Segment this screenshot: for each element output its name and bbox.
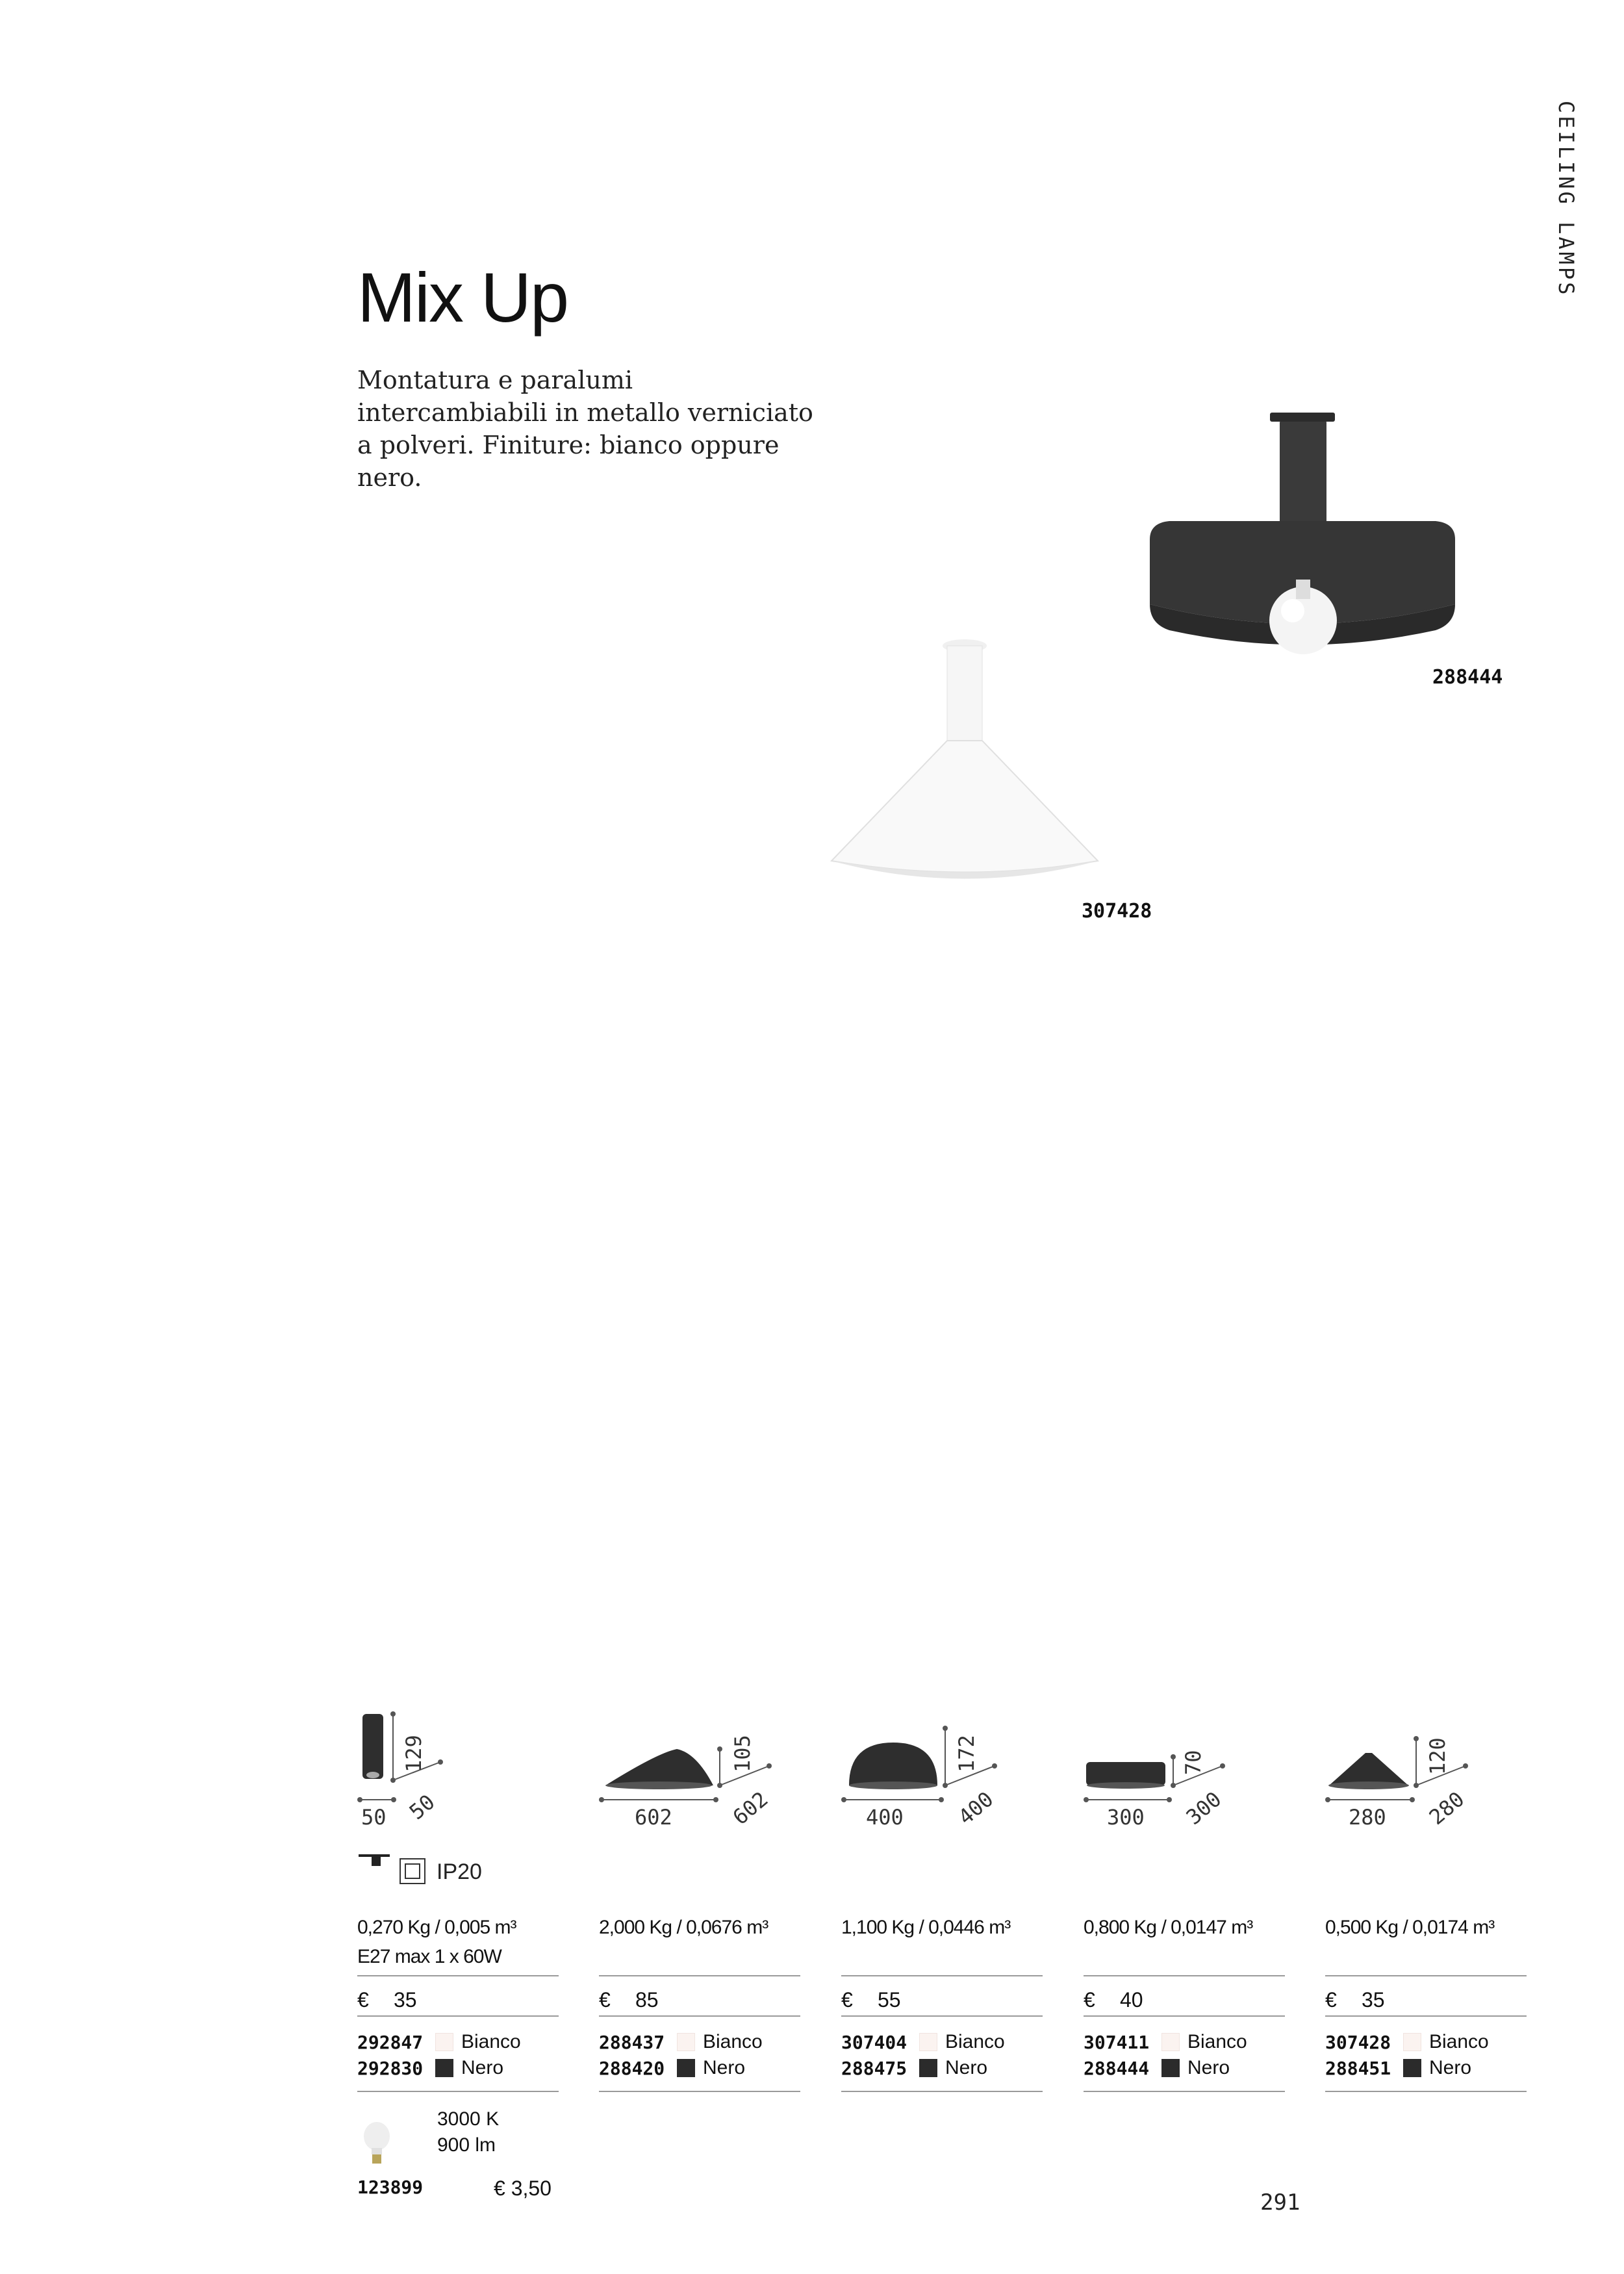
dim-depth: 400 (953, 1786, 998, 1830)
black-swatch-icon (1403, 2059, 1421, 2077)
variant-row: 288475 Nero (841, 2057, 988, 2079)
white-swatch-icon (677, 2033, 695, 2051)
bulb-code: 123899 (357, 2177, 424, 2198)
dim-depth: 280 (1424, 1786, 1469, 1830)
black-swatch-icon (1161, 2059, 1180, 2077)
image-code-label: 288444 (1432, 666, 1503, 689)
white-swatch-icon (1161, 2033, 1180, 2051)
product-description: Montatura e paralumi intercambiabili in metallo verniciato a polveri. Finiture: bianco oppure nero. (357, 366, 813, 492)
weight-volume: 2,000 Kg / 0,0676 m³ (599, 1917, 768, 1938)
dim-width: 50 (361, 1805, 387, 1830)
price: € 35 (1325, 1988, 1385, 2012)
dim-depth: 50 (404, 1789, 440, 1825)
weight-volume: 0,800 Kg / 0,0147 m³ (1084, 1917, 1253, 1938)
divider (1084, 2091, 1285, 2092)
socket-spec: E27 max 1 x 60W (357, 1946, 501, 1967)
dimension-diagram (357, 1702, 565, 1832)
divider (1084, 2015, 1285, 2017)
bulb-lumen: 900 lm (437, 2134, 496, 2156)
dimension-diagram (1325, 1702, 1533, 1832)
lamp-photo-white (825, 637, 1111, 897)
price: € 55 (841, 1988, 901, 2012)
white-swatch-icon (1403, 2033, 1421, 2051)
product-title: Mix Up (357, 258, 568, 337)
weight-volume: 0,270 Kg / 0,005 m³ (357, 1917, 516, 1938)
price: € 40 (1084, 1988, 1143, 2012)
dimension-diagram (599, 1702, 807, 1832)
divider (1325, 1975, 1527, 1976)
ip-rating: IP20 (437, 1859, 482, 1884)
price: € 35 (357, 1988, 417, 2012)
divider (841, 1975, 1043, 1976)
divider (1325, 2015, 1527, 2017)
weight-volume: 1,100 Kg / 0,0446 m³ (841, 1917, 1011, 1938)
dim-height: 70 (1181, 1750, 1206, 1775)
divider (599, 1975, 800, 1976)
dimension-diagram (841, 1702, 1049, 1832)
dim-depth: 602 (728, 1786, 773, 1830)
ceiling-mount-icon (359, 1852, 394, 1878)
variant-row: 307428 Bianco (1325, 2031, 1489, 2053)
variant-row: 288451 Nero (1325, 2057, 1472, 2079)
variant-row: 292830 Nero (357, 2057, 504, 2079)
bulb-color-temp: 3000 K (437, 2108, 500, 2130)
dim-height: 120 (1425, 1737, 1450, 1775)
dim-height: 105 (730, 1735, 755, 1772)
black-swatch-icon (677, 2059, 695, 2077)
white-swatch-icon (435, 2033, 453, 2051)
weight-volume: 0,500 Kg / 0,0174 m³ (1325, 1917, 1495, 1938)
dim-depth: 300 (1181, 1786, 1226, 1830)
bulb-price: € 3,50 (494, 2177, 552, 2200)
variant-row: 292847 Bianco (357, 2031, 521, 2053)
price: € 85 (599, 1988, 659, 2012)
double-insulation-icon (400, 1858, 425, 1884)
divider (357, 2015, 559, 2017)
page-number: 291 (1260, 2190, 1300, 2216)
dim-width: 400 (866, 1805, 904, 1830)
bulb-icon (361, 2119, 393, 2171)
divider (357, 1975, 559, 1976)
section-label: CEILING LAMPS (1554, 101, 1579, 298)
white-swatch-icon (919, 2033, 937, 2051)
black-swatch-icon (435, 2059, 453, 2077)
variant-row: 288444 Nero (1084, 2057, 1230, 2079)
black-swatch-icon (919, 2059, 937, 2077)
divider (841, 2091, 1043, 2092)
dim-width: 300 (1107, 1805, 1145, 1830)
variant-row: 288437 Bianco (599, 2031, 763, 2053)
variant-row: 307411 Bianco (1084, 2031, 1247, 2053)
variant-row: 307404 Bianco (841, 2031, 1005, 2053)
image-code-label: 307428 (1082, 900, 1152, 923)
divider (1084, 1975, 1285, 1976)
dim-height: 172 (954, 1735, 979, 1772)
divider (841, 2015, 1043, 2017)
lamp-photo-black (1130, 409, 1481, 682)
divider (1325, 2091, 1527, 2092)
divider (357, 2091, 559, 2092)
divider (599, 2091, 800, 2092)
dimension-diagram (1084, 1702, 1291, 1832)
dim-width: 280 (1349, 1805, 1386, 1830)
variant-row: 288420 Nero (599, 2057, 746, 2079)
dim-height: 129 (401, 1735, 426, 1772)
dim-width: 602 (635, 1805, 672, 1830)
divider (599, 2015, 800, 2017)
